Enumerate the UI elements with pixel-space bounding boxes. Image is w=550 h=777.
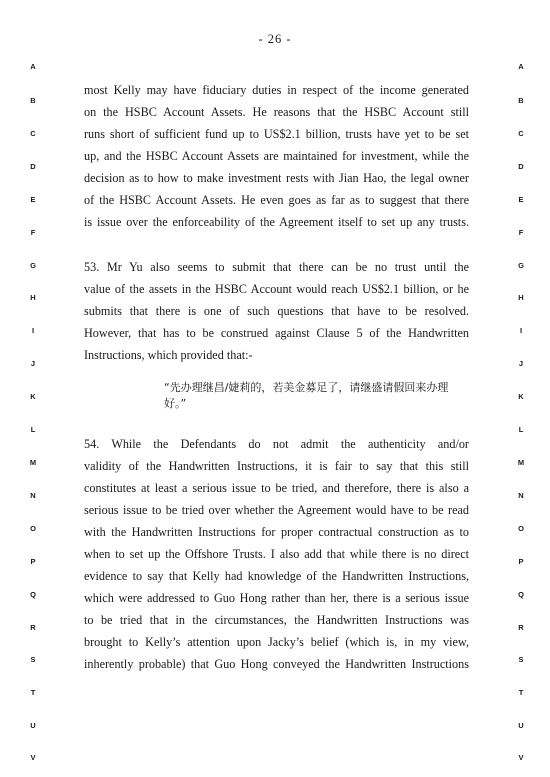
margin-letter-right: O <box>518 524 524 533</box>
margin-letter-right: G <box>518 261 524 270</box>
margin-letter-left: B <box>30 96 36 105</box>
paragraph-54-line: inherently probable) that Guo Hong conveyed the Handwritten Instructions <box>84 657 469 671</box>
paragraph-53-line: value of the assets in the HSBC Account would reach US$2.1 billion, or he <box>84 282 469 296</box>
margin-letter-right: R <box>518 623 524 632</box>
margin-letter-right: I <box>519 326 523 335</box>
margin-letter-left: T <box>30 688 36 697</box>
margin-letter-left: A <box>30 62 36 71</box>
margin-letter-left: J <box>30 359 36 368</box>
margin-letter-right: M <box>517 458 525 467</box>
margin-letter-right: C <box>518 129 524 138</box>
margin-letter-right: Q <box>518 590 524 599</box>
chinese-quotation-line: “先办理继昌/婕莉的，若美金募足了，请继盛请假回来办理 <box>164 381 449 394</box>
body-text-line: up, and the HSBC Account Assets are maintained for investment, while the <box>84 149 469 163</box>
paragraph-53-line: submits that there is one of such questions that have to be resolved. <box>84 304 469 318</box>
paragraph-54-line: 54. While the Defendants do not admit the authenticity and/or <box>84 437 469 451</box>
margin-letter-left: C <box>30 129 36 138</box>
margin-letter-left: M <box>29 458 37 467</box>
paragraph-54-line: with the Handwritten Instructions for proper contractual construction as to <box>84 525 469 539</box>
margin-letter-left: K <box>30 392 36 401</box>
paragraph-54-line: evidence to say that Kelly had knowledge of the Handwritten Instructions, <box>84 569 469 583</box>
margin-letter-right: E <box>518 195 524 204</box>
margin-letter-right: U <box>518 721 524 730</box>
body-text-line: decision as to how to make investment rests with Jian Hao, the legal owner <box>84 171 469 185</box>
paragraph-54-line: when to set up the Offshore Trusts. I also add that while there is no direct <box>84 547 469 561</box>
paragraph-53-line: Instructions, which provided that:- <box>84 348 253 362</box>
margin-letter-right: L <box>518 425 524 434</box>
margin-letter-left: E <box>30 195 36 204</box>
margin-letter-left: V <box>30 753 36 762</box>
body-text-line: most Kelly may have fiduciary duties in respect of the income generated <box>84 83 469 97</box>
margin-letter-right: N <box>518 491 524 500</box>
margin-letter-left: L <box>30 425 36 434</box>
margin-letter-right: K <box>518 392 524 401</box>
paragraph-54-line: to be tried that in the circumstances, the Handwritten Instructions was <box>84 613 469 627</box>
paragraph-54-line: brought to Kelly’s attention upon Jacky’s belief (which is, in my view, <box>84 635 469 649</box>
margin-letter-left: U <box>30 721 36 730</box>
margin-letter-right: V <box>518 753 524 762</box>
body-text-line: on the HSBC Account Assets. He reasons that the HSBC Account still <box>84 105 469 119</box>
margin-letter-right: B <box>518 96 524 105</box>
margin-letter-right: D <box>518 162 524 171</box>
margin-letter-right: H <box>518 293 524 302</box>
paragraph-54-line: serious issue to be tried over whether the Agreement would have to be read <box>84 503 469 517</box>
chinese-quotation-line: 好。” <box>164 397 187 410</box>
margin-letter-left: N <box>30 491 36 500</box>
paragraph-54-line: validity of the Handwritten Instructions, it is fair to say that this still <box>84 459 469 473</box>
margin-letter-left: G <box>30 261 36 270</box>
margin-letter-left: S <box>30 655 36 664</box>
paragraph-54-line: which were addressed to Guo Hong rather than her, there is a serious issue <box>84 591 469 605</box>
body-text-line: is issue over the enforceability of the Agreement itself to set up any trusts. <box>84 215 469 229</box>
margin-letter-left: F <box>30 228 36 237</box>
margin-letter-right: P <box>518 557 524 566</box>
margin-letter-left: Q <box>30 590 36 599</box>
margin-letter-right: F <box>518 228 524 237</box>
margin-letter-left: D <box>30 162 36 171</box>
paragraph-53-line: 53. Mr Yu also seems to submit that there can be no trust until the <box>84 260 469 274</box>
margin-letter-right: S <box>518 655 524 664</box>
body-text-line: of the HSBC Account Assets. He even goes as far as to suggest that there <box>84 193 469 207</box>
margin-letter-left: O <box>30 524 36 533</box>
body-text-line: runs short of sufficient fund up to US$2.1 billion, trusts have yet to be set <box>84 127 469 141</box>
margin-letter-left: R <box>30 623 36 632</box>
margin-letter-right: J <box>518 359 524 368</box>
paragraph-54-line: constitutes at least a serious issue to be tried, and therefore, there is also a <box>84 481 469 495</box>
margin-letter-right: A <box>518 62 524 71</box>
paragraph-53-line: However, that has to be construed against Clause 5 of the Handwritten <box>84 326 469 340</box>
page-number: - 26 - <box>258 32 292 46</box>
margin-letter-left: H <box>30 293 36 302</box>
margin-letter-left: I <box>31 326 35 335</box>
margin-letter-left: P <box>30 557 36 566</box>
margin-letter-right: T <box>518 688 524 697</box>
